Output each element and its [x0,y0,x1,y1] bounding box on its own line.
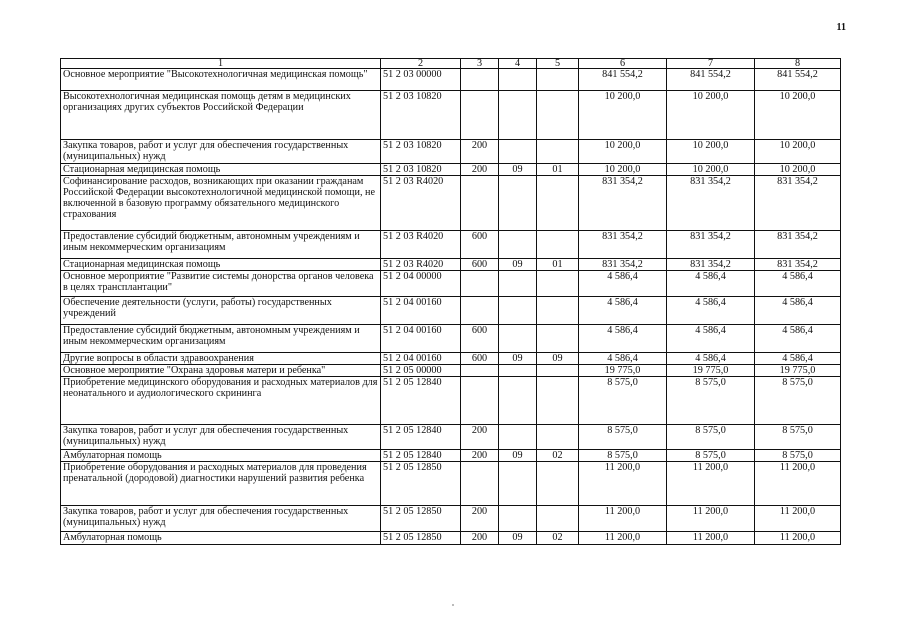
cell-name: Амбулаторная помощь [61,450,381,462]
cell-name: Основное мероприятие "Высокотехнологичная медицинская помощь" [61,69,381,91]
cell-amount-year-1: 831 354,2 [579,176,667,231]
cell-code: 51 2 03 10820 [381,164,461,176]
table-row [61,297,841,325]
cell-amount-year-3: 10 200,0 [755,91,841,140]
header-col-6: 6 [579,59,667,69]
table-row [61,69,841,91]
table-row [61,377,841,425]
cell-expense-type [461,91,499,140]
table-row [61,532,841,545]
cell-amount-year-2: 10 200,0 [667,140,755,164]
cell-amount-year-1: 4 586,4 [579,325,667,353]
cell-amount-year-1: 4 586,4 [579,353,667,365]
cell-section [499,506,537,532]
cell-code: 51 2 03 R4020 [381,176,461,231]
cell-subsection [537,506,579,532]
cell-amount-year-1: 10 200,0 [579,91,667,140]
cell-name: Закупка товаров, работ и услуг для обеспечения государственных (муниципальных) нужд [61,506,381,532]
cell-code: 51 2 05 12850 [381,506,461,532]
cell-name: Основное мероприятие "Охрана здоровья матери и ребенка" [61,365,381,377]
cell-section [499,140,537,164]
table-row [61,450,841,462]
cell-amount-year-1: 11 200,0 [579,532,667,545]
cell-amount-year-1: 8 575,0 [579,425,667,450]
cell-amount-year-1: 10 200,0 [579,140,667,164]
cell-code: 51 2 05 12850 [381,532,461,545]
cell-amount-year-2: 8 575,0 [667,450,755,462]
cell-code: 51 2 05 12840 [381,425,461,450]
cell-name: Амбулаторная помощь [61,532,381,545]
cell-subsection: 02 [537,450,579,462]
table-row [61,164,841,176]
cell-amount-year-3: 19 775,0 [755,365,841,377]
header-col-4: 4 [499,59,537,69]
header-col-3: 3 [461,59,499,69]
table-row [61,176,841,231]
cell-amount-year-1: 831 354,2 [579,259,667,271]
cell-name: Приобретение медицинского оборудования и расходных материалов для неонатального и аудиологического скрининга [61,377,381,425]
cell-subsection [537,462,579,506]
table-row [61,259,841,271]
cell-code: 51 2 05 12840 [381,377,461,425]
cell-name: Другие вопросы в области здравоохранения [61,353,381,365]
cell-amount-year-1: 11 200,0 [579,462,667,506]
cell-amount-year-3: 8 575,0 [755,377,841,425]
cell-section: 09 [499,164,537,176]
table-body [61,69,841,545]
cell-amount-year-2: 11 200,0 [667,532,755,545]
cell-amount-year-3: 4 586,4 [755,325,841,353]
cell-name: Стационарная медицинская помощь [61,164,381,176]
cell-code: 51 2 05 00000 [381,365,461,377]
cell-amount-year-2: 4 586,4 [667,353,755,365]
cell-section: 09 [499,353,537,365]
cell-section [499,297,537,325]
cell-amount-year-2: 11 200,0 [667,506,755,532]
cell-amount-year-3: 10 200,0 [755,164,841,176]
cell-section: 09 [499,450,537,462]
cell-expense-type: 200 [461,450,499,462]
table-row [61,353,841,365]
cell-amount-year-1: 19 775,0 [579,365,667,377]
cell-amount-year-2: 831 354,2 [667,259,755,271]
cell-name: Предоставление субсидий бюджетным, автономным учреждениям и иным некоммерческим организациям [61,325,381,353]
cell-section [499,69,537,91]
header-col-2: 2 [381,59,461,69]
table-row [61,506,841,532]
cell-expense-type: 200 [461,425,499,450]
cell-subsection [537,69,579,91]
cell-section [499,325,537,353]
cell-amount-year-2: 11 200,0 [667,462,755,506]
cell-code: 51 2 03 00000 [381,69,461,91]
cell-expense-type [461,297,499,325]
cell-section [499,176,537,231]
cell-section [499,425,537,450]
header-col-8: 8 [755,59,841,69]
cell-code: 51 2 05 12840 [381,450,461,462]
cell-code: 51 2 04 00160 [381,325,461,353]
cell-amount-year-3: 4 586,4 [755,353,841,365]
cell-subsection [537,91,579,140]
table-row [61,365,841,377]
cell-amount-year-1: 4 586,4 [579,271,667,297]
cell-amount-year-1: 8 575,0 [579,450,667,462]
cell-amount-year-2: 8 575,0 [667,377,755,425]
cell-expense-type: 600 [461,325,499,353]
cell-section: 09 [499,532,537,545]
cell-expense-type [461,176,499,231]
cell-amount-year-3: 8 575,0 [755,425,841,450]
cell-section [499,462,537,506]
header-col-7: 7 [667,59,755,69]
cell-code: 51 2 04 00160 [381,297,461,325]
cell-subsection [537,297,579,325]
cell-name: Стационарная медицинская помощь [61,259,381,271]
cell-expense-type: 200 [461,140,499,164]
page-number: 11 [836,22,846,33]
cell-amount-year-2: 10 200,0 [667,164,755,176]
cell-section: 09 [499,259,537,271]
cell-subsection: 01 [537,259,579,271]
cell-amount-year-1: 831 354,2 [579,231,667,259]
cell-code: 51 2 03 10820 [381,140,461,164]
header-col-5: 5 [537,59,579,69]
cell-amount-year-3: 841 554,2 [755,69,841,91]
cell-section [499,377,537,425]
table-row [61,271,841,297]
cell-subsection: 09 [537,353,579,365]
cell-amount-year-3: 8 575,0 [755,450,841,462]
cell-amount-year-2: 831 354,2 [667,176,755,231]
cell-subsection [537,425,579,450]
table-row [61,325,841,353]
cell-amount-year-1: 841 554,2 [579,69,667,91]
cell-amount-year-3: 10 200,0 [755,140,841,164]
cell-expense-type: 600 [461,259,499,271]
cell-amount-year-2: 831 354,2 [667,231,755,259]
cell-code: 51 2 05 12850 [381,462,461,506]
cell-amount-year-3: 831 354,2 [755,259,841,271]
budget-table [60,58,841,545]
cell-subsection [537,271,579,297]
cell-amount-year-1: 8 575,0 [579,377,667,425]
cell-amount-year-3: 11 200,0 [755,462,841,506]
cell-amount-year-1: 4 586,4 [579,297,667,325]
cell-section [499,271,537,297]
cell-name: Приобретение оборудования и расходных материалов для проведения пренатальной (дородовой) диагностики нарушений развития ребенка [61,462,381,506]
table-row [61,91,841,140]
header-row [61,59,841,69]
cell-amount-year-2: 4 586,4 [667,325,755,353]
scan-speck [452,604,454,606]
table-row [61,425,841,450]
cell-name: Закупка товаров, работ и услуг для обеспечения государственных (муниципальных) нужд [61,140,381,164]
table-row [61,140,841,164]
cell-subsection [537,365,579,377]
cell-subsection [537,231,579,259]
cell-expense-type [461,271,499,297]
cell-subsection [537,377,579,425]
cell-name: Предоставление субсидий бюджетным, автономным учреждениям и иным некоммерческим организациям [61,231,381,259]
cell-section [499,231,537,259]
cell-section [499,365,537,377]
cell-expense-type: 200 [461,164,499,176]
cell-subsection: 02 [537,532,579,545]
cell-name: Высокотехнологичная медицинская помощь детям в медицинских организациях других субъектов Российской Федерации [61,91,381,140]
cell-amount-year-3: 831 354,2 [755,176,841,231]
cell-expense-type: 200 [461,532,499,545]
cell-expense-type: 200 [461,506,499,532]
cell-expense-type [461,365,499,377]
cell-section [499,91,537,140]
cell-amount-year-2: 4 586,4 [667,271,755,297]
cell-name: Основное мероприятие "Развитие системы донорства органов человека в целях трансплантации" [61,271,381,297]
cell-code: 51 2 03 R4020 [381,259,461,271]
cell-amount-year-3: 4 586,4 [755,271,841,297]
cell-amount-year-3: 11 200,0 [755,532,841,545]
table-row [61,462,841,506]
cell-subsection [537,140,579,164]
cell-amount-year-3: 4 586,4 [755,297,841,325]
cell-code: 51 2 04 00000 [381,271,461,297]
cell-amount-year-2: 8 575,0 [667,425,755,450]
header-col-1: 1 [61,59,381,69]
cell-amount-year-3: 11 200,0 [755,506,841,532]
cell-code: 51 2 03 R4020 [381,231,461,259]
cell-amount-year-2: 841 554,2 [667,69,755,91]
cell-name: Закупка товаров, работ и услуг для обеспечения государственных (муниципальных) нужд [61,425,381,450]
cell-expense-type [461,377,499,425]
cell-expense-type: 600 [461,353,499,365]
cell-expense-type: 600 [461,231,499,259]
cell-amount-year-1: 10 200,0 [579,164,667,176]
cell-subsection [537,325,579,353]
cell-code: 51 2 03 10820 [381,91,461,140]
table-row [61,231,841,259]
cell-code: 51 2 04 00160 [381,353,461,365]
cell-amount-year-2: 4 586,4 [667,297,755,325]
cell-amount-year-2: 10 200,0 [667,91,755,140]
cell-subsection: 01 [537,164,579,176]
cell-name: Софинансирование расходов, возникающих при оказании гражданам Российской Федерации высокотехнологичной медицинской помощи, не включенной в базовую программу обязательного медицинского страхования [61,176,381,231]
cell-name: Обеспечение деятельности (услуги, работы) государственных учреждений [61,297,381,325]
cell-subsection [537,176,579,231]
cell-amount-year-3: 831 354,2 [755,231,841,259]
cell-expense-type [461,462,499,506]
cell-amount-year-1: 11 200,0 [579,506,667,532]
cell-expense-type [461,69,499,91]
cell-amount-year-2: 19 775,0 [667,365,755,377]
